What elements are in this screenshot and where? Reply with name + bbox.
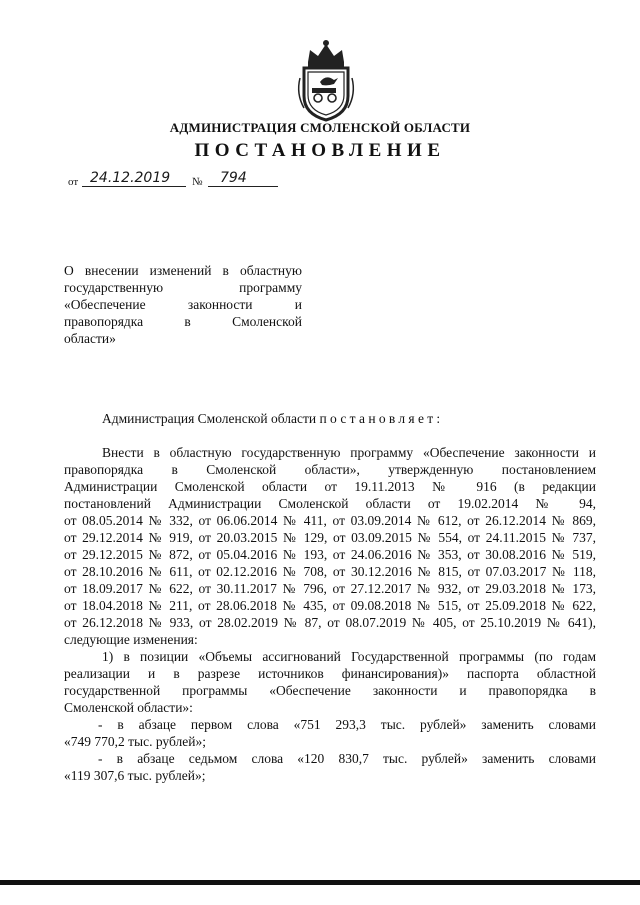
body-line: от 18.09.2017 № 622, от 30.11.2017 № 796, от 27.12.2017 № 932, от 29.03.2018 № 173, [64, 581, 596, 596]
number-label: № [192, 176, 203, 188]
number-underline [208, 186, 278, 187]
date-underline [82, 186, 186, 187]
body-line: государственной программы «Обеспечение законности и правопорядка в [64, 683, 596, 698]
body-line: от 28.10.2016 № 611, от 02.12.2016 № 708, от 30.12.2016 № 815, от 07.03.2017 № 118, [64, 564, 596, 579]
body-line: «119 307,6 тыс. рублей»; [64, 768, 206, 783]
handwritten-date: 24.12.2019 [90, 170, 171, 186]
body-line: правопорядка в Смоленской области», утвержденную постановлением [64, 462, 596, 477]
body-line: Смоленской области»: [64, 700, 193, 715]
body-line: 1) в позиции «Объемы ассигнований Государственной программы (по годам [102, 649, 596, 664]
body-line: от 26.12.2018 № 933, от 28.02.2019 № 87, от 08.07.2019 № 405, от 25.10.2019 № 641), [64, 615, 596, 630]
document-type-title: ПОСТАНОВЛЕНИЕ [194, 140, 446, 161]
subject-line: правопорядка в Смоленской [64, 314, 302, 329]
body-line: - в абзаце первом слова «751 293,3 тыс. рублей» заменить словами [98, 717, 596, 732]
body-line: от 18.04.2018 № 211, от 28.06.2018 № 435, от 09.08.2018 № 515, от 25.09.2018 № 622, [64, 598, 596, 613]
date-number-line [68, 170, 308, 192]
coat-of-arms-emblem [294, 38, 358, 122]
preamble-lead: Администрация Смоленской области [102, 411, 320, 426]
body-line: от 29.12.2015 № 872, от 05.04.2016 № 193, от 24.06.2016 № 353, от 30.08.2016 № 519, [64, 547, 596, 562]
body-line: Внести в областную государственную программу «Обеспечение законности и [102, 445, 596, 460]
subject-line: области» [64, 331, 116, 346]
body-line: Администрации Смоленской области от 19.11.2013 № 916 (в редакции [64, 479, 596, 494]
preamble [102, 411, 444, 427]
body-line: реализации и в разрезе источников финансирования)» паспорта областной [64, 666, 596, 681]
subject-line: государственную программу [64, 280, 302, 295]
preamble-resolves: постановляет: [319, 411, 444, 426]
body-line: следующие изменения: [64, 632, 198, 647]
document-subject [64, 262, 302, 347]
date-prefix-label: от [68, 176, 79, 188]
handwritten-number: 794 [220, 170, 247, 186]
document-body [64, 444, 596, 784]
scan-bottom-border [0, 880, 640, 885]
body-line: от 29.12.2014 № 919, от 20.03.2015 № 129, от 03.09.2015 № 554, от 24.11.2015 № 737, [64, 530, 596, 545]
subject-line: О внесении изменений в областную [64, 263, 302, 278]
body-line: от 08.05.2014 № 332, от 06.06.2014 № 411, от 03.09.2014 № 612, от 26.12.2014 № 869, [64, 513, 596, 528]
subject-line: «Обеспечение законности и [64, 297, 302, 312]
organization-name: АДМИНИСТРАЦИЯ СМОЛЕНСКОЙ ОБЛАСТИ [169, 120, 471, 135]
body-line: постановлений Администрации Смоленской области от 19.02.2014 № 94, [64, 496, 596, 511]
body-line: - в абзаце седьмом слова «120 830,7 тыс. рублей» заменить словами [98, 751, 596, 766]
body-line: «749 770,2 тыс. рублей»; [64, 734, 206, 749]
